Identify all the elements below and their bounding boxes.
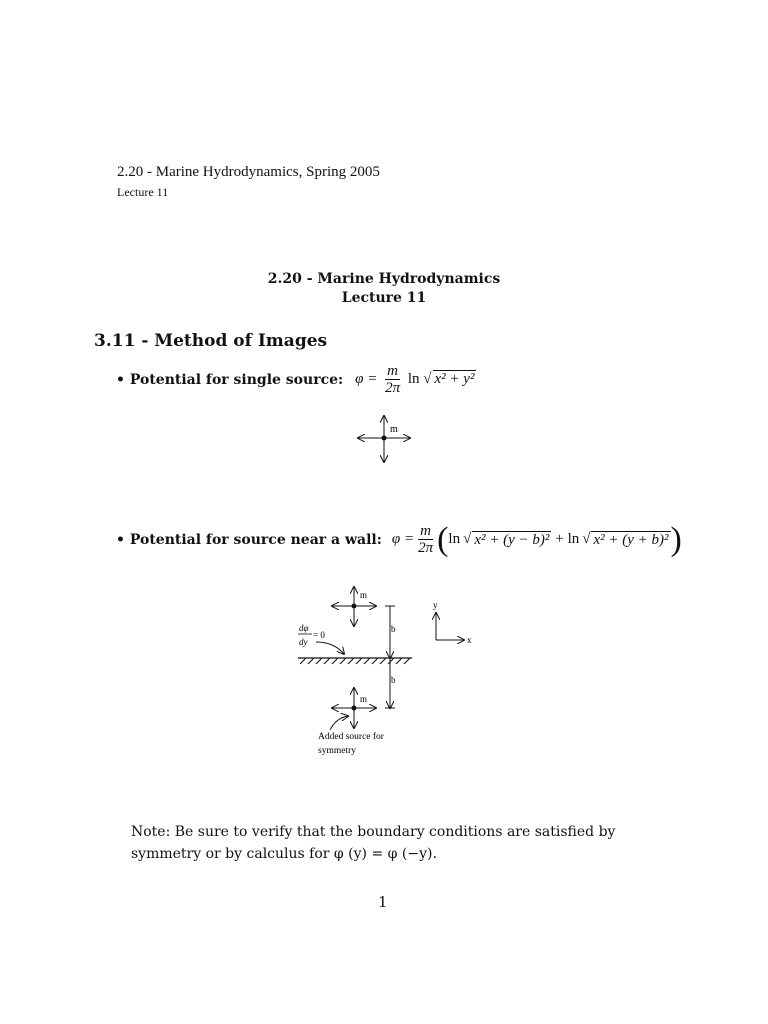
title-text: - Marine Hydrodynamics <box>301 271 501 287</box>
plus-ln: + ln <box>555 531 580 547</box>
page-number: 1 <box>378 893 388 911</box>
bc-denominator: dy <box>299 637 308 647</box>
source-label: m <box>390 424 398 435</box>
bullet-label: Potential for single source: <box>129 371 344 388</box>
single-source-figure <box>340 410 430 470</box>
bullet-label: Potential for source near a wall: <box>129 531 382 548</box>
bullet-dot: • <box>116 371 130 388</box>
axis-x-label: x <box>467 635 472 645</box>
radicand-2: x² + (y + b)² <box>593 531 669 548</box>
radicand: x² + y² <box>434 370 475 387</box>
caption-line1: Added source for <box>318 732 384 742</box>
document-subtitle: Lecture 11 <box>341 290 427 306</box>
axis-y-label: y <box>433 600 438 610</box>
wall-source-formula: φ = $\frac{m}{2\pi}$ ( ln √ x² + (y − b)² + ln √ x² + (y + b)² ) <box>391 520 682 558</box>
frac-num: m <box>387 363 399 379</box>
open-paren: ( <box>437 520 449 558</box>
image-source-label: m <box>360 694 368 704</box>
upper-source-label: m <box>360 590 368 600</box>
m-over-2pi <box>383 363 402 396</box>
caption-line2: symmetry <box>318 746 356 756</box>
title-number: 2.20 <box>267 271 302 287</box>
m-over-2pi <box>416 523 435 556</box>
frac-num: m <box>420 523 431 539</box>
image-source <box>330 688 376 730</box>
frac-den: 2π <box>418 540 434 556</box>
single-source-formula: φ = $\frac{m}{2\pi}$ ln √ x² + y² <box>355 363 475 396</box>
boundary-condition <box>298 623 344 654</box>
upper-source <box>332 587 376 626</box>
bc-equals: = 0 <box>313 630 325 640</box>
ln-symbol: ln <box>407 370 420 387</box>
note-paragraph: Note: Be sure to verify that the boundary conditions are satisfied by symmetry or by calculus for φ (y) = φ (−y). <box>131 824 616 862</box>
running-header: 2.20 - Marine Hydrodynamics, Spring 2005 <box>117 164 380 180</box>
axes-indicator <box>433 600 472 645</box>
bullet-dot: • <box>116 531 130 548</box>
ln-symbol: ln <box>448 531 461 547</box>
bullet-wall-source <box>116 520 682 558</box>
document-title <box>0 271 768 287</box>
bc-numerator: dφ <box>299 623 309 633</box>
frac-den: 2π <box>385 380 401 396</box>
phi-symbol: φ = <box>355 370 378 387</box>
running-header-lecture: Lecture 11 <box>117 185 169 199</box>
radicand-1: x² + (y − b)² <box>474 531 550 548</box>
bullet-single-source <box>116 363 476 396</box>
distance-label-lower: b <box>391 675 396 685</box>
wall-source-figure <box>290 580 490 765</box>
section-heading: 3.11 - Method of Images <box>94 331 328 351</box>
phi-symbol: φ = <box>391 531 415 547</box>
distance-label-upper: b <box>391 624 396 634</box>
close-paren: ) <box>670 520 682 558</box>
wall <box>298 658 412 664</box>
